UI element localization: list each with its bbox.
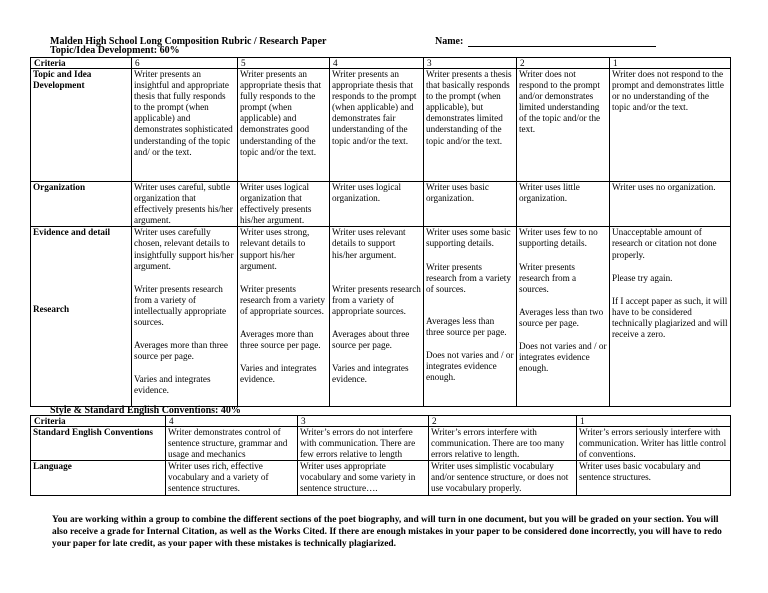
score-header: 6 [132,58,238,69]
rubric-cell: Writer’s errors do not interfere with communication. There are few errors relative to length [298,427,429,461]
instructions-footer [52,514,722,550]
cell-paragraph: Averages more than three source per page. [240,329,321,351]
name-label: Name: [435,36,464,47]
section-heading-topic: Topic/Idea Development: 60% [50,45,180,56]
cell-paragraph: Does not varies and / or integrates evidence enough. [519,341,607,374]
cell-paragraph: Writer uses carefully chosen, relevant details to insightfully support his/her argument. [134,227,234,271]
table-header-row [31,416,731,427]
cell-paragraph: If I accept paper as such, it will have to be considered technically plagiarized and will receive a zero. [612,295,728,340]
score-header: 4 [330,58,424,69]
cell-paragraph: Writer presents research from a variety of appropriate sources. [332,283,421,316]
row-label-conventions: Standard English Conventions [31,427,166,461]
rubric-cell: Writer does not respond to the prompt and demonstrates little or no understanding of the topic and/or the text. [610,69,731,182]
section-heading-style: Style & Standard English Conventions: 40% [50,405,241,416]
cell-paragraph: Does not varies and / or integrates evidence enough. [426,350,514,383]
cell-paragraph: Please try again. [612,272,673,283]
cell-paragraph: Averages less than three source per page. [426,315,507,337]
cell-paragraph: Writer presents research from a variety of appropriate sources. [240,283,325,316]
score-header: 3 [424,58,517,69]
rubric-cell: Writer’s errors seriously interfere with communication. Writer has little control of conventions. [577,427,731,461]
rubric-cell: Writer presents a thesis that basically responds to the prompt (when applicable), but demonstrates limited understanding of the topic and/or the text. [424,69,517,182]
cell-paragraph: Unacceptable amount of research or citation not done properly. [612,227,717,260]
rubric-cell: Writer uses rich, effective vocabulary and a variety of sentence structures. [166,461,298,495]
cell-paragraph: Writer uses few to no supporting details. [519,227,598,249]
rubric-cell: Writer uses basic vocabulary and sentence structures. [577,461,731,495]
rubric-cell: Writer uses little organization. [517,182,610,227]
rubric-cell: Writer presents an insightful and appropriate thesis that fully responds to the prompt (when applicable) and demonstrates sophisticated understanding of the topic and/ or the text. [132,69,238,182]
rubric-cell: Writer’s errors interfere with communication. There are too many errors relative to length. [429,427,577,461]
footer-text: You are working within a group to combine the different sections of the poet biography, and will turn in one document, but you will be graded on your section. You will also receive a grade for Internal Citation, as well as the Works Cited. If there are enough mistakes in your paper to be considered done incorrectly, you will have to redo your paper for late credit, as your paper with these mistakes is technically plagiarized. [52,515,722,549]
rubric-cell [238,227,330,407]
score-header: 1 [577,416,731,427]
rubric-cell: Writer does not respond to the prompt and/or demonstrates limited understanding of the topic and/or the text. [517,69,610,182]
rubric-cell: Writer presents an appropriate thesis that responds to the prompt (when applicable) and demonstrates fair understanding of the topic and/or the text. [330,69,424,182]
rubric-cell: Writer presents an appropriate thesis that fully responds to the prompt (when applicable) and demonstrates good understanding of the topic and/or the text. [238,69,330,182]
score-header: 1 [610,58,731,69]
rubric-cell [132,227,238,407]
table-header-row [31,58,731,69]
cell-paragraph: Averages less than two source per page. [519,306,604,328]
score-header: 2 [429,416,577,427]
cell-paragraph: Writer presents research from a variety of intellectually appropriate sources. [134,283,227,328]
criteria-header: Criteria [31,416,166,427]
rubric-cell: Writer demonstrates control of sentence structure, grammar and usage and mechanics [166,427,298,461]
table-row [31,69,731,182]
cell-paragraph: Averages more than three source per page. [134,340,228,362]
cell-paragraph: Writer uses relevant details to support his/her argument. [332,227,406,260]
rubric-cell: Writer uses no organization. [610,182,731,227]
rubric-cell: Writer uses logical organization. [330,182,424,227]
rubric-cell: Writer uses careful, subtle organization that effectively presents his/her argument. [132,182,238,227]
research-label: Research [33,304,70,315]
rubric-cell [517,227,610,407]
rubric-cell: Writer uses logical organization that effectively presents his/her argument. [238,182,330,227]
cell-paragraph: Averages about three source per page. [332,328,410,351]
criteria-header: Criteria [31,58,132,69]
cell-paragraph: Varies and integrates evidence. [134,374,211,396]
page-title: Malden High School Long Composition Rubric / Research Paper [50,36,327,47]
score-header: 5 [238,58,330,69]
rubric-cell: Writer uses basic organization. [424,182,517,227]
table-row [31,461,731,495]
table-row [31,227,731,407]
row-label-language: Language [31,461,166,495]
cell-paragraph: Varies and integrates evidence. [240,363,317,385]
cell-paragraph: Writer uses some basic supporting details. [426,227,511,249]
score-header: 2 [517,58,610,69]
score-header: 4 [166,416,298,427]
row-label-evidence [31,227,132,407]
evidence-label: Evidence and detail [33,227,111,238]
rubric-table-topic [30,57,731,407]
score-header: 3 [298,416,429,427]
rubric-cell [424,227,517,407]
cell-paragraph: Varies and integrates evidence. [332,363,409,385]
rubric-table-style [30,415,731,496]
rubric-cell: Writer uses appropriate vocabulary and some variety in sentence structure…. [298,461,429,495]
row-label-organization: Organization [31,182,132,227]
table-row [31,182,731,227]
rubric-cell: Writer uses simplistic vocabulary and/or sentence structure, or does not use vocabulary properly. [429,461,577,495]
cell-paragraph: Writer presents research from a variety of sources. [426,261,511,294]
rubric-cell [330,227,424,407]
table-row [31,427,731,461]
cell-paragraph: Writer presents research from a sources. [519,261,577,294]
cell-paragraph: Writer uses strong, relevant details to support his/her argument. [240,227,310,271]
rubric-cell [610,227,731,407]
name-input-line[interactable] [468,46,656,47]
row-label-topic: Topic and Idea Development [31,69,132,182]
